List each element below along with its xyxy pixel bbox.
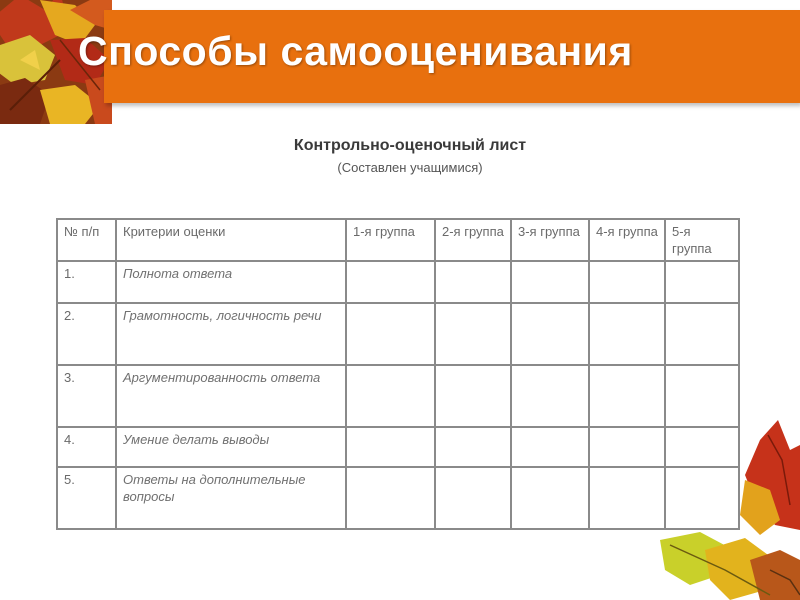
table-row — [57, 261, 739, 303]
score-cell — [665, 467, 739, 529]
criterion-cell: Умение делать выводы — [116, 427, 346, 467]
score-cell — [435, 303, 511, 365]
score-cell — [589, 261, 665, 303]
score-cell — [435, 365, 511, 427]
score-cell — [665, 427, 739, 467]
score-cell — [346, 467, 435, 529]
score-cell — [511, 427, 589, 467]
document-subtitle: (Составлен учащимися) — [337, 160, 483, 175]
row-number: 4. — [57, 427, 116, 467]
evaluation-table — [56, 218, 740, 530]
table-row — [57, 427, 739, 467]
score-cell — [665, 365, 739, 427]
score-cell — [346, 427, 435, 467]
score-cell — [589, 467, 665, 529]
slide-title: Способы самооценивания — [78, 28, 633, 74]
criterion-cell: Полнота ответа — [116, 261, 346, 303]
criterion-cell: Ответы на дополнительные вопросы — [116, 467, 346, 529]
criterion-cell: Аргументированность ответа — [116, 365, 346, 427]
header-criteria: Критерии оценки — [116, 219, 346, 261]
score-cell — [511, 303, 589, 365]
document-title: Контрольно-оценочный лист — [293, 137, 527, 154]
header-group-5: 5-я группа — [665, 219, 739, 261]
score-cell — [665, 261, 739, 303]
score-cell — [511, 261, 589, 303]
score-cell — [346, 261, 435, 303]
table-row — [57, 303, 739, 365]
row-number: 1. — [57, 261, 116, 303]
header-group-2: 2-я группа — [435, 219, 511, 261]
criterion-cell: Грамотность, логичность речи — [116, 303, 346, 365]
header-group-1: 1-я группа — [346, 219, 435, 261]
score-cell — [435, 427, 511, 467]
score-cell — [435, 261, 511, 303]
score-cell — [589, 365, 665, 427]
header-number: № п/п — [57, 219, 116, 261]
header-group-3: 3-я группа — [511, 219, 589, 261]
score-cell — [589, 427, 665, 467]
table-row — [57, 467, 739, 529]
row-number: 2. — [57, 303, 116, 365]
row-number: 5. — [57, 467, 116, 529]
row-number: 3. — [57, 365, 116, 427]
score-cell — [511, 365, 589, 427]
score-cell — [511, 467, 589, 529]
table-header-row — [57, 219, 739, 261]
score-cell — [435, 467, 511, 529]
score-cell — [346, 303, 435, 365]
score-cell — [665, 303, 739, 365]
header-group-4: 4-я группа — [589, 219, 665, 261]
score-cell — [346, 365, 435, 427]
table-row — [57, 365, 739, 427]
score-cell — [589, 303, 665, 365]
